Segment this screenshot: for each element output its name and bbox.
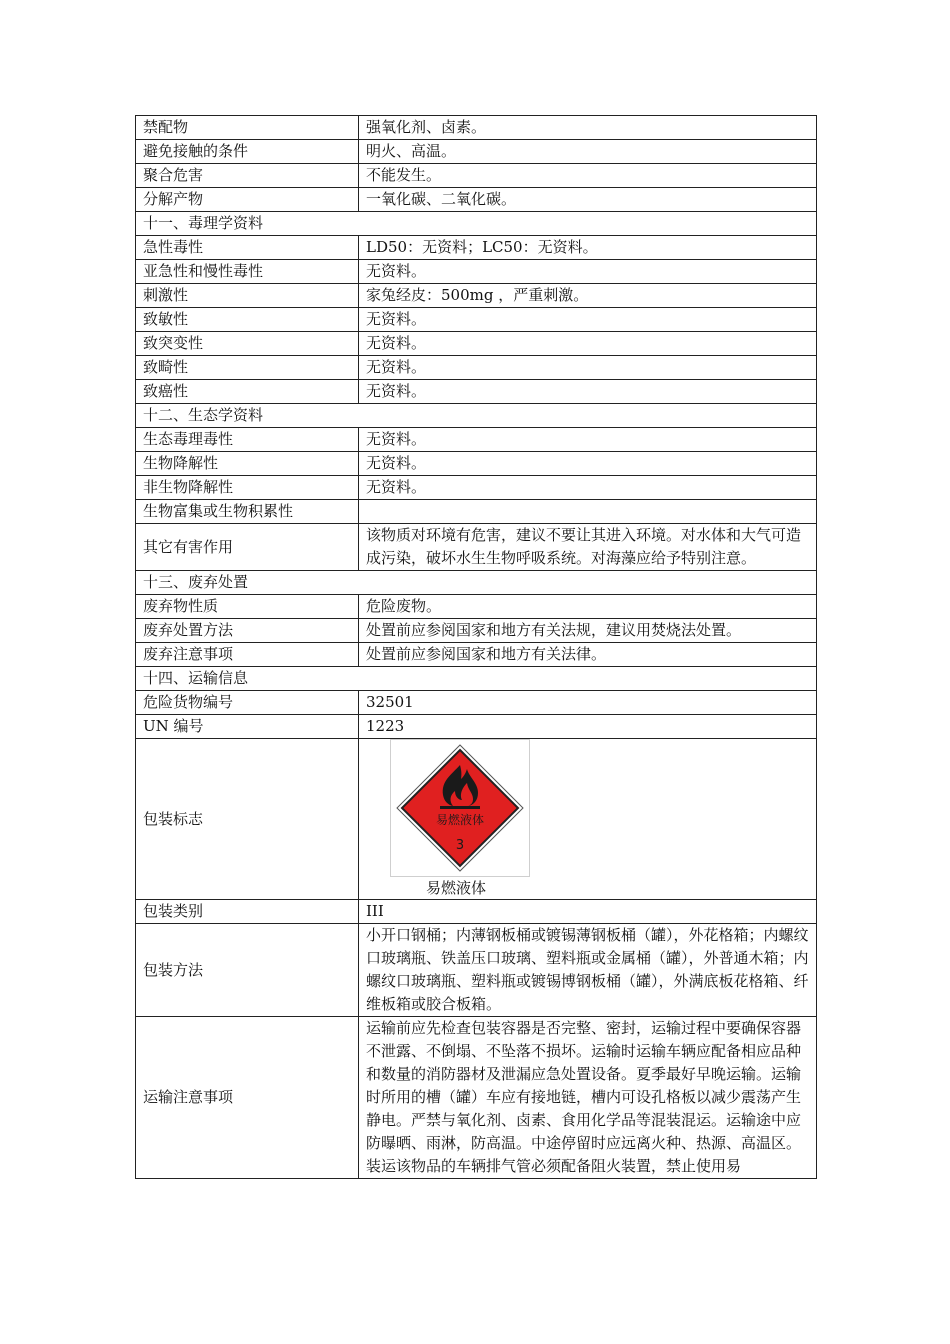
row-value: 无资料。 — [359, 308, 817, 332]
table-row — [136, 356, 817, 380]
row-label: 废弃注意事项 — [136, 643, 359, 667]
row-value: 明火、高温。 — [359, 140, 817, 164]
row-label: 致突变性 — [136, 332, 359, 356]
row-value: 强氧化剂、卤素。 — [359, 116, 817, 140]
table-row — [136, 284, 817, 308]
row-value: 处置前应参阅国家和地方有关法规，建议用焚烧法处置。 — [359, 619, 817, 643]
section-title-disposal: 十三、废弃处置 — [136, 571, 817, 595]
row-label: 生物降解性 — [136, 452, 359, 476]
row-label: 禁配物 — [136, 116, 359, 140]
row-value: 家兔经皮：500mg ，严重刺激。 — [359, 284, 817, 308]
row-value: 无资料。 — [359, 452, 817, 476]
table-row — [136, 332, 817, 356]
row-value: 无资料。 — [359, 332, 817, 356]
row-label: UN 编号 — [136, 715, 359, 739]
row-label: 聚合危害 — [136, 164, 359, 188]
section-title-toxicology: 十一、毒理学资料 — [136, 212, 817, 236]
row-value: 运输前应先检查包装容器是否完整、密封，运输过程中要确保容器不泄露、不倒塌、不坠落不损坏。运输时运输车辆应配备相应品种和数量的消防器材及泄漏应急处置设备。夏季最好早晚运输。运输时所用的槽（罐）车应有接地链，槽内可设孔格板以减少震荡产生静电。严禁与氧化剂、卤素、食用化学品等混装混运。运输途中应防曝晒、雨淋，防高温。中途停留时应远离火种、热源、高温区。装运该物品的车辆排气管必须配备阻火装置，禁止使用易 — [359, 1017, 817, 1179]
row-value: III — [359, 900, 817, 924]
row-value: 危险废物。 — [359, 595, 817, 619]
table-row — [136, 188, 817, 212]
row-value: 无资料。 — [359, 428, 817, 452]
table-row — [136, 595, 817, 619]
table-row — [136, 260, 817, 284]
table-row — [136, 643, 817, 667]
table-row — [136, 428, 817, 452]
row-label: 包装类别 — [136, 900, 359, 924]
table-row — [136, 900, 817, 924]
row-value: 无资料。 — [359, 356, 817, 380]
row-label: 刺激性 — [136, 284, 359, 308]
row-label: 致敏性 — [136, 308, 359, 332]
row-value: 一氧化碳、二氧化碳。 — [359, 188, 817, 212]
table-row — [136, 739, 817, 900]
section-header-row — [136, 404, 817, 428]
table-row — [136, 691, 817, 715]
row-value: 小开口钢桶；内薄钢板桶或镀锡薄钢板桶（罐），外花格箱；内螺纹口玻璃瓶、铁盖压口玻璃、塑料瓶或金属桶（罐），外普通木箱；内螺纹口玻璃瓶、塑料瓶或镀锡博钢板桶（罐），外满底板花格箱、纤维板箱或胶合板箱。 — [359, 924, 817, 1017]
section-header-row — [136, 212, 817, 236]
row-label: 避免接触的条件 — [136, 140, 359, 164]
row-value: 不能发生。 — [359, 164, 817, 188]
table-row — [136, 116, 817, 140]
row-label: 非生物降解性 — [136, 476, 359, 500]
row-value: LD50：无资料；LC50：无资料。 — [359, 236, 817, 260]
table-row — [136, 1017, 817, 1179]
row-label: 致畸性 — [136, 356, 359, 380]
section-header-row — [136, 667, 817, 691]
row-value — [359, 500, 817, 524]
sign-text: 易燃液体 — [435, 813, 485, 827]
table-row — [136, 140, 817, 164]
row-label: 分解产物 — [136, 188, 359, 212]
row-value: 无资料。 — [359, 260, 817, 284]
section-title-ecology: 十二、生态学资料 — [136, 404, 817, 428]
table-row — [136, 380, 817, 404]
table-row — [136, 524, 817, 571]
row-label: 危险货物编号 — [136, 691, 359, 715]
table-row — [136, 715, 817, 739]
row-label: 废弃处置方法 — [136, 619, 359, 643]
table-row — [136, 308, 817, 332]
row-label: 废弃物性质 — [136, 595, 359, 619]
sign-number: 3 — [455, 838, 465, 853]
row-value: 该物质对环境有危害，建议不要让其进入环境。对水体和大气可造成污染，破坏水生生物呼吸系统。对海藻应给予特别注意。 — [359, 524, 817, 571]
section-header-row — [136, 571, 817, 595]
table-row — [136, 619, 817, 643]
hazard-sign-frame — [390, 739, 530, 877]
row-value: 1223 — [359, 715, 817, 739]
row-label: 急性毒性 — [136, 236, 359, 260]
sds-table — [135, 115, 817, 1179]
row-label: 包装方法 — [136, 924, 359, 1017]
row-label: 包装标志 — [136, 739, 359, 900]
table-row — [136, 476, 817, 500]
pack-sign-cell — [359, 739, 817, 900]
table-row — [136, 500, 817, 524]
row-label: 生态毒理毒性 — [136, 428, 359, 452]
table-row — [136, 164, 817, 188]
table-row — [136, 452, 817, 476]
section-title-transport: 十四、运输信息 — [136, 667, 817, 691]
row-value: 无资料。 — [359, 380, 817, 404]
sign-caption: 易燃液体 — [426, 879, 487, 897]
table-row — [136, 236, 817, 260]
row-label: 致癌性 — [136, 380, 359, 404]
row-value: 处置前应参阅国家和地方有关法律。 — [359, 643, 817, 667]
table-row — [136, 924, 817, 1017]
row-label: 运输注意事项 — [136, 1017, 359, 1179]
row-value: 无资料。 — [359, 476, 817, 500]
row-value: 32501 — [359, 691, 817, 715]
row-label: 生物富集或生物积累性 — [136, 500, 359, 524]
row-label: 其它有害作用 — [136, 524, 359, 571]
flammable-liquid-hazard-icon — [395, 743, 525, 873]
row-label: 亚急性和慢性毒性 — [136, 260, 359, 284]
